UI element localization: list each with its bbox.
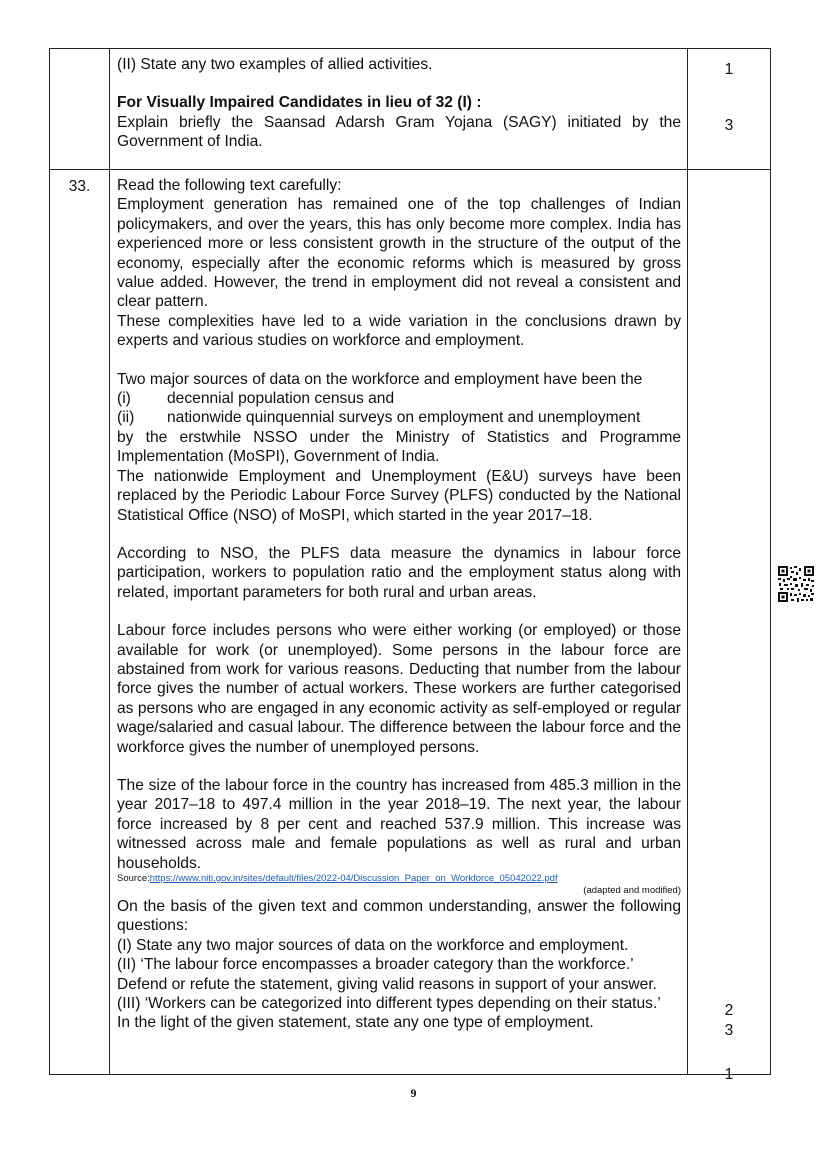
marks-cell (688, 170, 771, 1083)
passage-paragraph: The nationwide Employment and Unemployment (E&U) surveys have been replaced by the Periodic Labour Force Survey (PLFS) conducted by the National Statistical Office (NSO) of MoSPI, which started in the year 2017–18. (117, 467, 681, 524)
question-table (49, 48, 771, 1083)
marks-value: 2 (724, 1002, 734, 1019)
qr-code-icon (778, 566, 814, 602)
list-item-text: nationwide quinquennial surveys on employment and unemployment (167, 409, 641, 427)
passage-paragraph: by the erstwhile NSSO under the Ministry of Statistics and Programme Implementation (MoSPI), Government of India. (117, 428, 681, 466)
list-item-label: (i) (117, 390, 131, 408)
sub-question-1: (I) State any two major sources of data on the workforce and employment. (117, 936, 629, 954)
list-item-text: decennial population census and (167, 390, 395, 408)
passage-paragraph: Two major sources of data on the workforce and employment have been the (117, 370, 643, 388)
passage-paragraph: According to NSO, the PLFS data measure the dynamics in labour force participation, workers to population ratio and the employment status along with related, important parameters for both rural and urban areas. (117, 544, 681, 601)
sub-question-2: (II) ‘The labour force encompasses a broader category than the workforce.’ (117, 956, 634, 974)
passage-paragraph: These complexities have led to a wide variation in the conclusions drawn by experts and various studies on workforce and employment. (117, 312, 681, 350)
page-number: 9 (410, 1086, 417, 1100)
passage-paragraph: The size of the labour force in the country has increased from 485.3 million in the year 2017–18 to 497.4 million in the year 2018–19. The next year, the labour force increased by 8 per cent and reached 537.9 million. This increase was witnessed across male and female populations as well as rural and urban households. (117, 776, 681, 872)
passage-intro: Read the following text carefully: (117, 177, 342, 194)
marks-value: 3 (724, 117, 734, 134)
passage-paragraph: Labour force includes persons who were either working (or employed) or those available for work (or unemployed). Some persons in the labour force are abstained from work for various reasons. Deducting that number from the labour force gives the number of actual workers. These workers are further categorised as persons who are engaged in any economic activity as self-employed or regular wage/salaried and casual labour. The difference between the labour force and the workforce gives the number of unemployed persons. (117, 622, 681, 756)
marks-value: 1 (724, 61, 734, 78)
sub-question-2-instruction: Defend or refute the statement, giving valid reasons in support of your answer. (117, 975, 658, 993)
sub-question-3: (III) ‘Workers can be categorized into different types depending on their status.’ (117, 995, 661, 1013)
question-row-33 (50, 170, 771, 1075)
passage-paragraph: Employment generation has remained one of the top challenges of Indian policymakers, and over the years, this has only become more complex. India has experienced more or less consistent growth in the structure of the output of the economy, especially after the economic reforms which is measured by gross value added. However, the trend in employment did not reveal a consistent and clear pattern. (117, 196, 681, 311)
source-label: Source: (117, 873, 150, 884)
question-32-part-2: (II) State any two examples of allied activities. (117, 56, 433, 73)
adapted-note: (adapted and modified) (583, 885, 681, 896)
question-text-cell (110, 170, 688, 1075)
question-row-32 (50, 49, 771, 170)
marks-value: 1 (724, 1066, 734, 1083)
visually-impaired-question: Explain briefly the Saansad Adarsh Gram Yojana (SAGY) initiated by the Government of India. (117, 113, 681, 151)
list-item (117, 389, 681, 408)
question-number-cell (50, 49, 110, 170)
source-link[interactable]: https://www.niti.gov.in/sites/default/files/2022-04/Discussion_Paper_on_Workforce_05042022.pdf (149, 873, 558, 884)
sub-question-3-instruction: In the light of the given statement, state any one type of employment. (117, 1014, 594, 1032)
list-item-label: (ii) (117, 409, 135, 427)
question-number: 33. (50, 170, 110, 1075)
list-item (117, 408, 681, 427)
question-text-cell (110, 49, 688, 170)
visually-impaired-heading: For Visually Impaired Candidates in lieu of 32 (I) : (117, 94, 482, 112)
instructions: On the basis of the given text and common understanding, answer the following questions: (117, 898, 681, 935)
marks-value: 3 (724, 1022, 734, 1039)
marks-cell (688, 49, 771, 170)
source-line (117, 873, 681, 885)
